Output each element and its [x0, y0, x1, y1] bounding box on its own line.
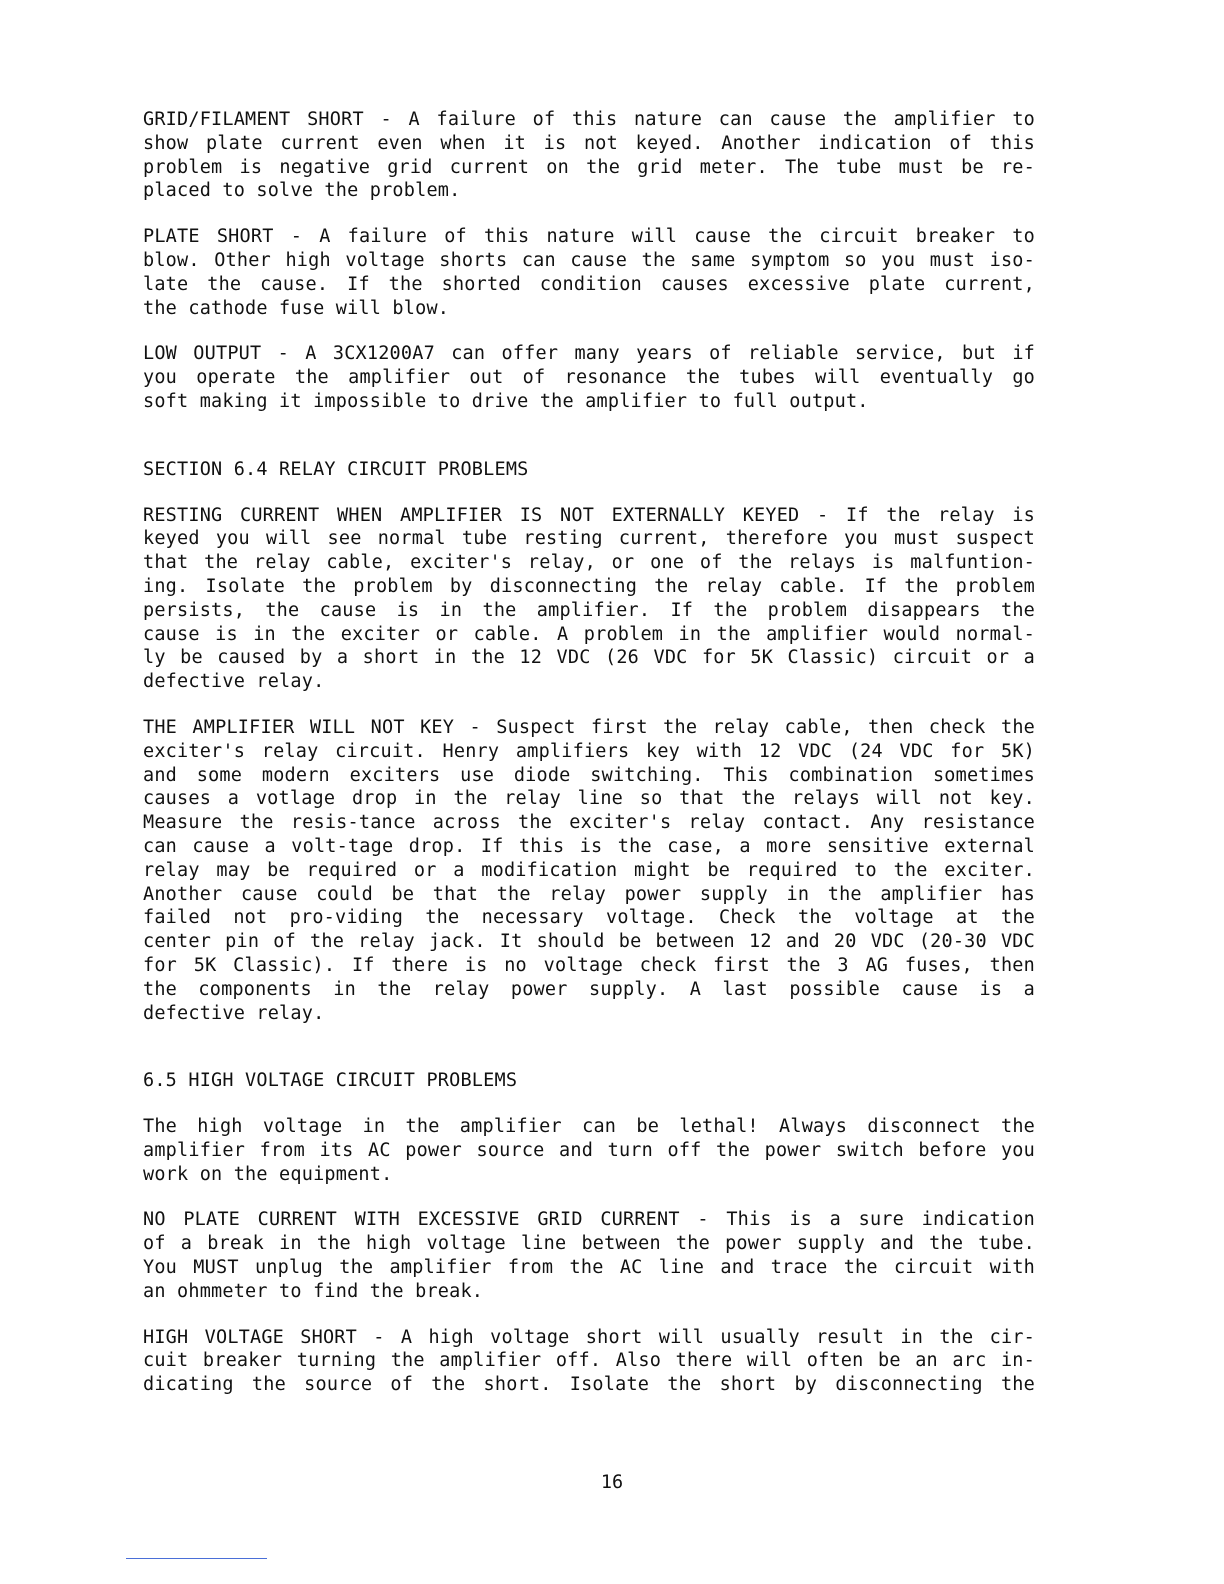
paragraph	[143, 1208, 1035, 1303]
text-line: RESTING CURRENT WHEN AMPLIFIER IS NOT EXTERNALLY KEYED - If the relay is	[143, 504, 1035, 526]
text-line: keyed you will see normal tube resting current, therefore you must suspect	[143, 528, 1035, 550]
text-line: center pin of the relay jack. It should be between 12 and 20 VDC (20-30 VDC	[143, 931, 1035, 953]
text-line: failed not pro-viding the necessary voltage. Check the voltage at the	[143, 907, 1035, 929]
section-6-4-paragraphs	[143, 504, 1035, 1026]
text-line: Measure the resis-tance across the exciter's relay contact. Any resistance	[143, 812, 1035, 834]
page-body	[143, 108, 1035, 1419]
text-line: defective relay.	[143, 671, 325, 693]
text-line: HIGH VOLTAGE SHORT - A high voltage short will usually result in the cir-	[143, 1326, 1035, 1348]
text-line: exciter's relay circuit. Henry amplifiers key with 12 VDC (24 VDC for 5K)	[143, 740, 1035, 762]
text-line: You MUST unplug the amplifier from the AC line and trace the circuit with	[143, 1257, 1035, 1279]
text-line: show plate current even when it is not keyed. Another indication of this	[143, 132, 1035, 154]
text-line: and some modern exciters use diode switching. This combination sometimes	[143, 764, 1035, 786]
paragraph	[143, 108, 1035, 203]
text-line: persists, the cause is in the amplifier. If the problem disappears the	[143, 599, 1035, 621]
text-line: causes a votlage drop in the relay line so that the relays will not key.	[143, 788, 1035, 810]
paragraph	[143, 225, 1035, 320]
text-line: problem is negative grid current on the grid meter. The tube must be re-	[143, 156, 1035, 178]
section-6-5	[143, 1069, 1035, 1397]
text-line: work on the equipment.	[143, 1163, 393, 1185]
text-line: GRID/FILAMENT SHORT - A failure of this nature can cause the amplifier to	[143, 109, 1035, 130]
paragraph	[143, 1326, 1035, 1397]
text-line: amplifier from its AC power source and turn off the power switch before you	[143, 1139, 1035, 1161]
section-heading: SECTION 6.4 RELAY CIRCUIT PROBLEMS	[143, 458, 529, 480]
footer-rule	[126, 1558, 267, 1559]
text-line: late the cause. If the shorted condition causes excessive plate current,	[143, 273, 1035, 295]
text-line: NO PLATE CURRENT WITH EXCESSIVE GRID CURRENT - This is a sure indication	[143, 1209, 1035, 1231]
text-line: ing. Isolate the problem by disconnecting the relay cable. If the problem	[143, 575, 1035, 597]
page-number: 16	[600, 1472, 624, 1493]
text-line: for 5K Classic). If there is no voltage check first the 3 AG fuses, then	[143, 954, 1035, 976]
text-line: that the relay cable, exciter's relay, or one of the relays is malfuntion-	[143, 552, 1035, 574]
paragraph	[143, 716, 1035, 1025]
text-line: PLATE SHORT - A failure of this nature will cause the circuit breaker to	[143, 226, 1035, 248]
section-6-5-paragraphs	[143, 1115, 1035, 1397]
text-line: dicating the source of the short. Isolate the short by disconnecting the	[143, 1374, 1035, 1396]
text-line: placed to solve the problem.	[143, 180, 461, 202]
text-line: relay may be required or a modification might be required to the exciter.	[143, 859, 1035, 881]
text-line: defective relay.	[143, 1002, 325, 1024]
text-line: the components in the relay power supply. A last possible cause is a	[143, 978, 1035, 1000]
text-line: blow. Other high voltage shorts can cause the same symptom so you must iso-	[143, 249, 1035, 271]
paragraph	[143, 342, 1035, 413]
text-line: the cathode fuse will blow.	[143, 297, 450, 319]
text-line: Another cause could be that the relay power supply in the amplifier has	[143, 883, 1035, 905]
text-line: THE AMPLIFIER WILL NOT KEY - Suspect first the relay cable, then check the	[143, 716, 1035, 738]
text-line: of a break in the high voltage line between the power supply and the tube.	[143, 1233, 1035, 1255]
text-line: can cause a volt-tage drop. If this is the case, a more sensitive external	[143, 835, 1035, 857]
text-line: cuit breaker turning the amplifier off. Also there will often be an arc in-	[143, 1350, 1035, 1372]
text-line: The high voltage in the amplifier can be lethal! Always disconnect the	[143, 1116, 1035, 1138]
intro-paragraphs	[143, 108, 1035, 414]
section-heading: 6.5 HIGH VOLTAGE CIRCUIT PROBLEMS	[143, 1070, 518, 1092]
section-6-4	[143, 458, 1035, 1026]
text-line: an ohmmeter to find the break.	[143, 1280, 484, 1302]
paragraph	[143, 1115, 1035, 1186]
paragraph	[143, 504, 1035, 694]
text-line: ly be caused by a short in the 12 VDC (26 VDC for 5K Classic) circuit or a	[143, 647, 1035, 669]
text-line: LOW OUTPUT - A 3CX1200A7 can offer many years of reliable service, but if	[143, 343, 1035, 365]
text-line: soft making it impossible to drive the amplifier to full output.	[143, 390, 869, 412]
text-line: you operate the amplifier out of resonance the tubes will eventually go	[143, 367, 1035, 389]
text-line: cause is in the exciter or cable. A problem in the amplifier would normal-	[143, 623, 1035, 645]
